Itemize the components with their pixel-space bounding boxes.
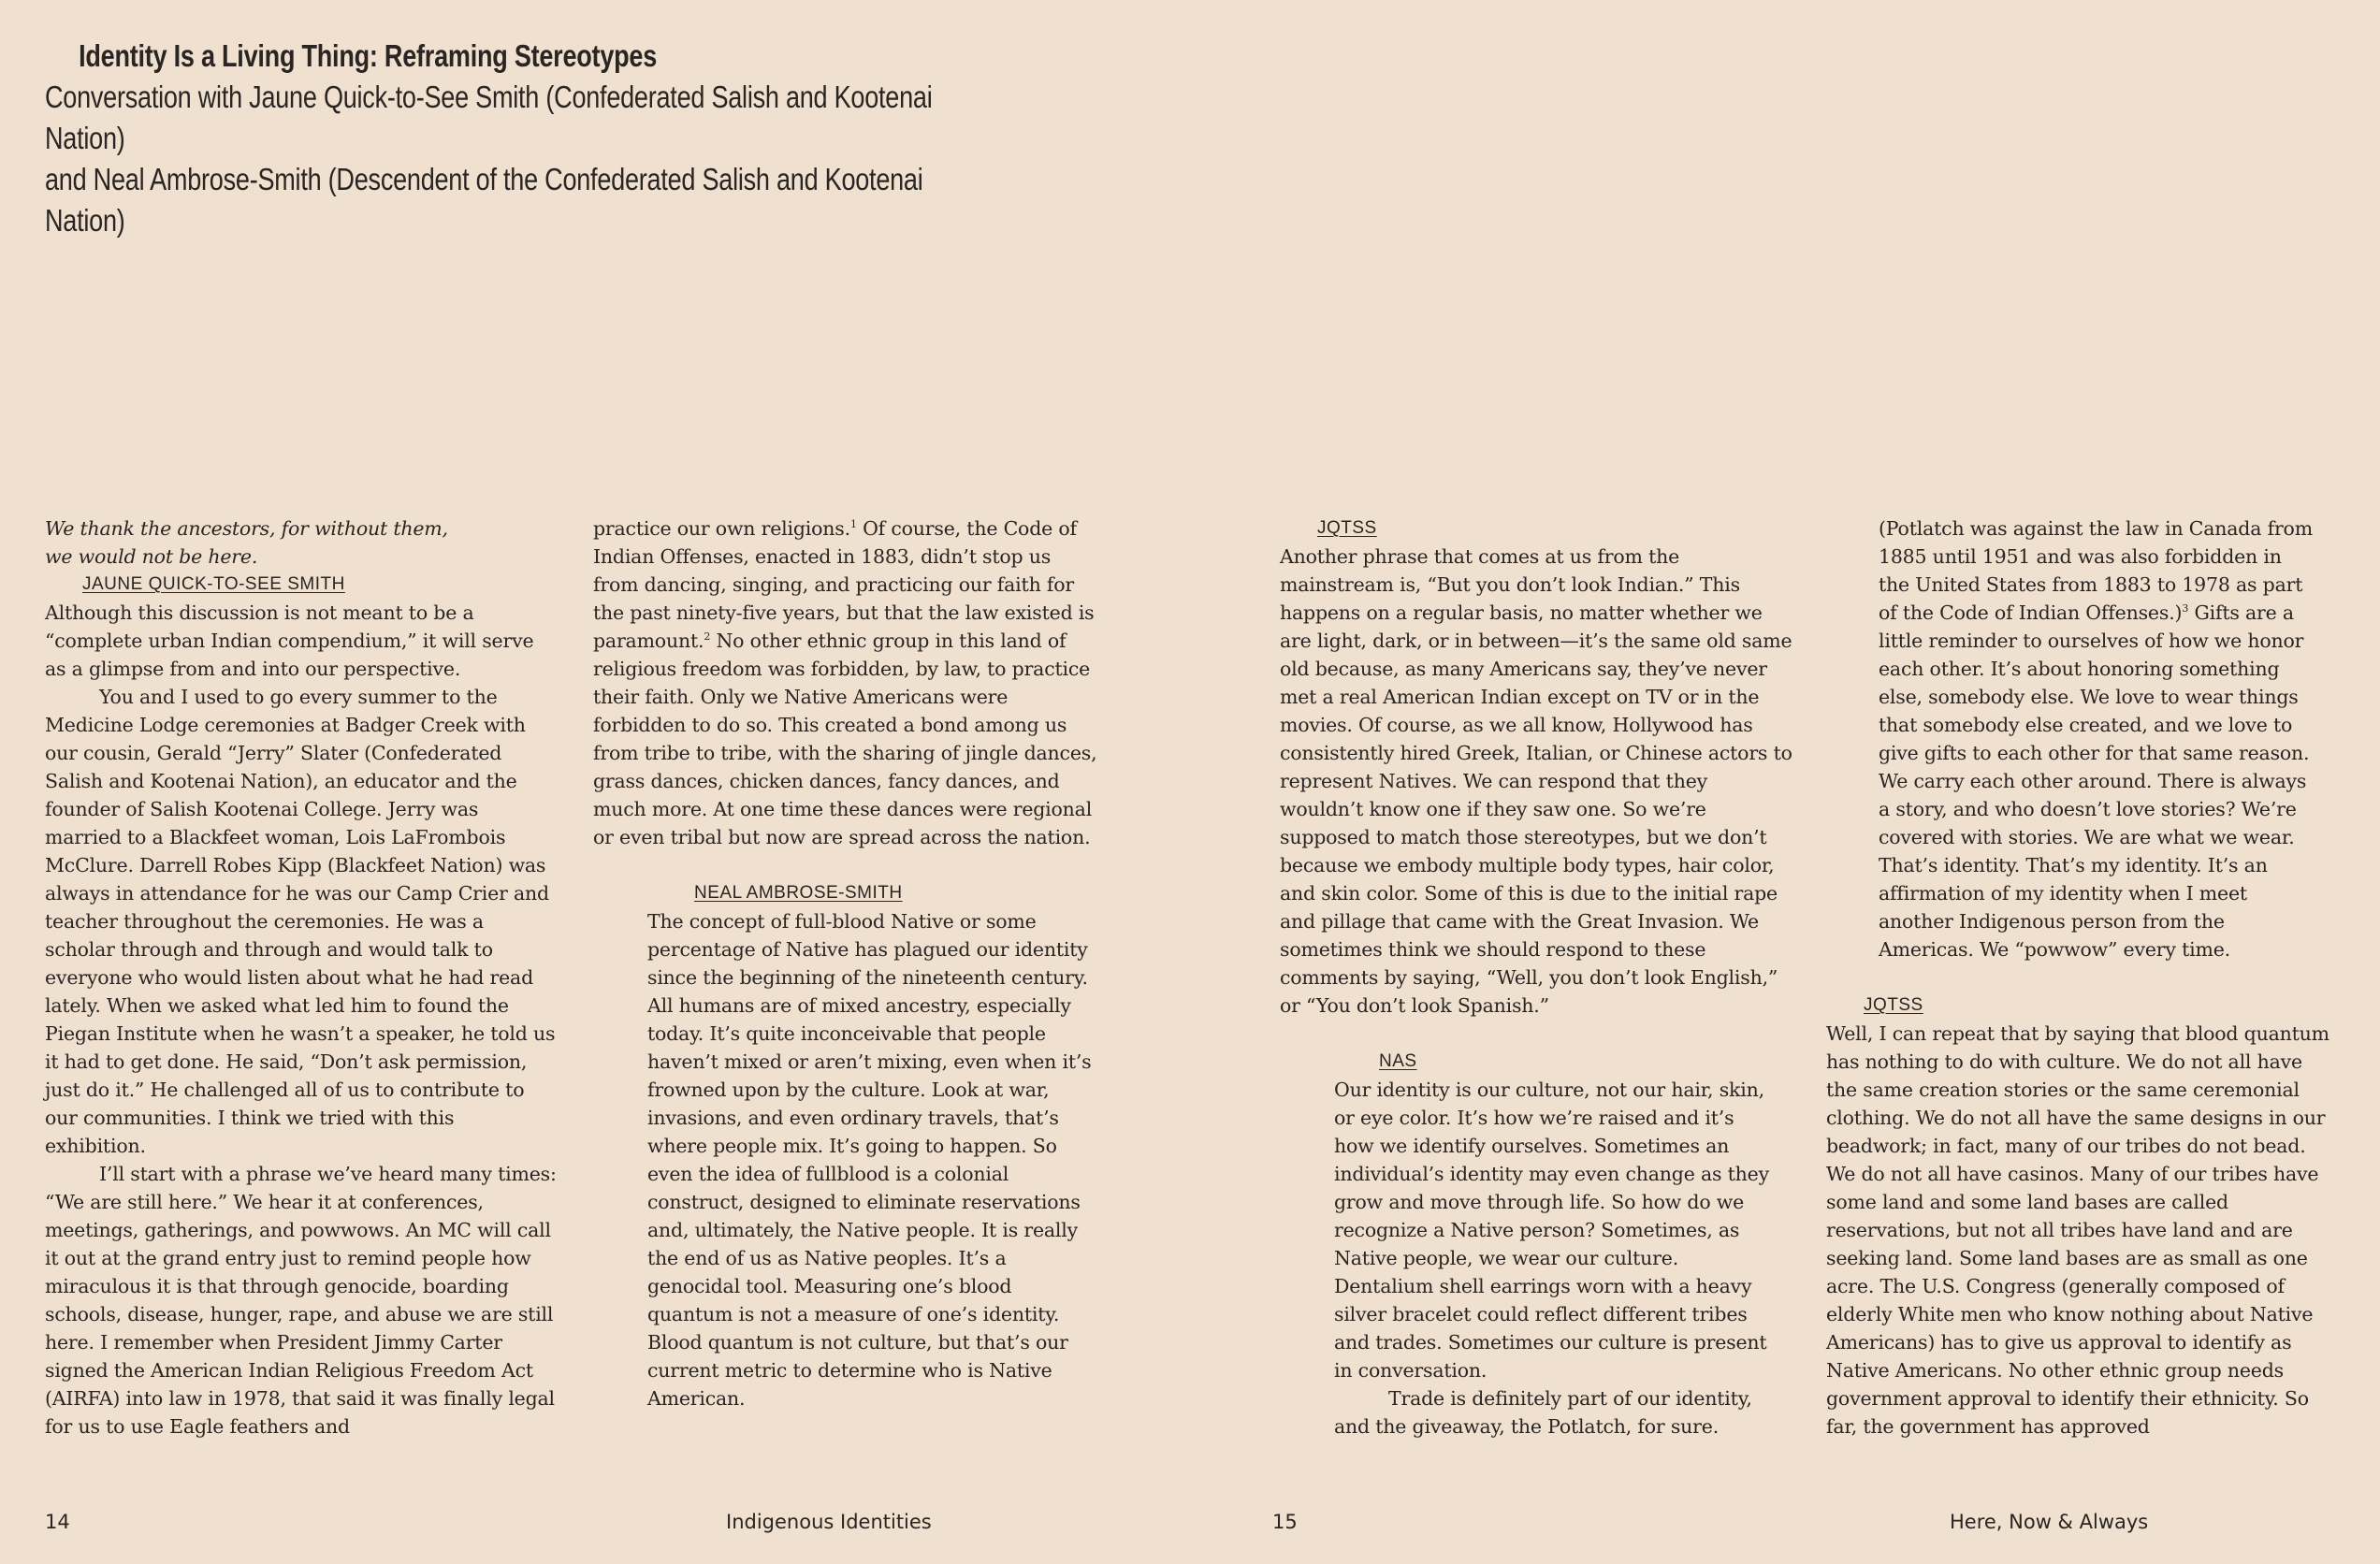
left-running-title: Indigenous Identities — [726, 1511, 932, 1533]
paragraph: You and I used to go every summer to the Medicine Lodge ceremonies at Badger Creek with our cousin, Gerald “Jerry” Slater (Confederated Salish and Kootenai Nation), an educator and the founder of Salish Kootenai College. Jerry was married to a Blackfeet woman, Lois LaFrombois McClure. Darrell Robes Kipp (Blackfeet Nation) was always in attendance for he was our Camp Crier and teacher throughout the ceremonies. He was a scholar through and through and would talk to everyone who would listen about what he had read lately. When we asked what led him to found the Piegan Institute when he wasn’t a speaker, he told us it had to get done. He said, “Don’t ask permission, just do it.” He challenged all of us to contribute to our communities. I think we tried with this exhibition. — [45, 686, 556, 1157]
speaker-label-neal: NEAL AMBROSE-SMITH — [694, 883, 903, 903]
paragraph: Trade is definitely part of our identity, and the giveaway, the Potlatch, for sure. — [1334, 1387, 1752, 1438]
right-page-number: 15 — [1272, 1511, 1298, 1533]
speaker-label-jqtss: JQTSS — [1317, 518, 1377, 538]
footnote-marker[interactable]: 2 — [704, 630, 711, 644]
left-page-number: 14 — [45, 1511, 70, 1533]
speaker-label-nas: NAS — [1379, 1051, 1417, 1071]
speaker-label-jqtss: JQTSS — [1864, 995, 1923, 1015]
right-running-title: Here, Now & Always — [1950, 1511, 2149, 1533]
text-column-4 — [1826, 514, 2329, 1441]
paragraph: practice our own religions.$^1$ Of course, the Code of Indian Offenses, enacted in 1883, didn’t stop us from dancing, singing, and practicing our faith for the past ninety-five years, but that the law existed is paramount.$^2$ No other ethnic group in this land of religious freedom was forbidden, by law, to practice their faith. Only we Native Americans were forbidden to do so. This created a bond among us from tribe to tribe, with the sharing of jingle dances, grass dances, chicken dances, fancy dances, and much more. At one time these dances were regional or even tribal but now are spread across the nation. — [593, 517, 1097, 848]
page-title: Identity Is a Living Thing: Reframing Stereotypes — [79, 38, 658, 73]
paragraph: Another phrase that comes at us from the mainstream is, “But you don’t look Indian.” This happens on a regular basis, no matter whether we are light, dark, or in between—it’s the same old same old because, as many Americans say, they’ve never met a real American Indian except on TV or in the movies. Of course, as we all know, Hollywood has consistently hired Greek, Italian, or Chinese actors to represent Natives. We can respond that they wouldn’t know one if they saw one. So we’re supposed to match those stereotypes, but we don’t because we embody multiple body types, hair color, and skin color. Some of this is due to the initial rape and pillage that came with the Great Invasion. We sometimes think we should respond to these comments by saying, “Well, you don’t look English,” or “You don’t look Spanish.” — [1280, 545, 1792, 1017]
title-block — [45, 36, 965, 241]
speaker-label-jaune: JAUNE QUICK-TO-SEE SMITH — [82, 574, 345, 594]
footnote-marker[interactable]: 3 — [2182, 602, 2189, 615]
paragraph: The concept of full-blood Native or some percentage of Native has plagued our identity since the beginning of the nineteenth century. All humans are of mixed ancestry, especially today. It’s quite inconceivable that people haven’t mixed or aren’t mixing, even when it’s frowned upon by the culture. Look at war, invasions, and even ordinary travels, that’s where people mix. It’s going to happen. So even the idea of fullblood is a colonial construct, designed to eliminate reservations and, ultimately, the Native people. It is really the end of us as Native peoples. It’s a genocidal tool. Measuring one’s blood quantum is not a measure of one’s identity. Blood quantum is not culture, but that’s our current metric to determine who is Native American. — [647, 910, 1092, 1410]
text-column-1 — [45, 514, 558, 1441]
text-column-2 — [593, 514, 1100, 1412]
epigraph: We thank the ancestors, for without them, we would not be here. — [45, 517, 448, 568]
text-column-3 — [1280, 514, 1792, 1441]
page-subtitle-line-1: Conversation with Jaune Quick-to-See Smith (Confederated Salish and Kootenai Nation) — [45, 80, 933, 155]
paragraph: Well, I can repeat that by saying that blood quantum has nothing to do with culture. We do not all have the same creation stories or the same ceremonial clothing. We do not all have the same designs in our beadwork; in fact, many of our tribes do not bead. We do not all have casinos. Many of our tribes have some land and some land bases are called reservations, but not all tribes have land and are seeking land. Some land bases are as small as one acre. The U.S. Congress (generally composed of elderly White men who know nothing about Native Americans) has to give us approval to identify as Native Americans. No other ethnic group needs government approval to identify their ethnicity. So far, the government has approved — [1826, 1022, 2329, 1438]
paragraph: Although this discussion is not meant to be a “complete urban Indian compendium,” it will serve as a glimpse from and into our perspective. — [45, 601, 534, 680]
footnote-marker[interactable]: 1 — [849, 518, 857, 531]
page-subtitle-line-2: and Neal Ambrose-Smith (Descendent of the Confederated Salish and Kootenai Nation) — [45, 162, 923, 238]
paragraph: Our identity is our culture, not our hair, skin, or eye color. It’s how we’re raised and it’s how we identify ourselves. Sometimes an individual’s identity may even change as they grow and move through life. So how do we recognize a Native person? Sometimes, as Native people, we wear our culture. Dentalium shell earrings worn with a heavy silver bracelet could reflect different tribes and trades. Sometimes our culture is present in conversation. — [1334, 1079, 1769, 1382]
paragraph: I’ll start with a phrase we’ve heard many times: “We are still here.” We hear it at conferences, meetings, gatherings, and powwows. An MC will call it out at the grand entry just to remind people how miraculous it is that through genocide, boarding schools, disease, hunger, rape, and abuse we are still here. I remember when President Jimmy Carter signed the American Indian Religious Freedom Act (AIRFA) into law in 1978, that said it was finally legal for us to use Eagle feathers and — [45, 1163, 557, 1438]
paragraph: (Potlatch was against the law in Canada from 1885 until 1951 and was also forbidden in the United States from 1883 to 1978 as part of the Code of Indian Offenses.)$^3$ Gifts are a little reminder to ourselves of how we honor each other. It’s about honoring something else, somebody else. We love to wear things that somebody else created, and we love to give gifts to each other for that same reason. We carry each other around. There is always a story, and who doesn’t love stories? We’re covered with stories. We are what we wear. That’s identity. That’s my identity. It’s an affirmation of my identity when I meet another Indigenous person from the Americas. We “powwow” every time. — [1879, 517, 2313, 961]
